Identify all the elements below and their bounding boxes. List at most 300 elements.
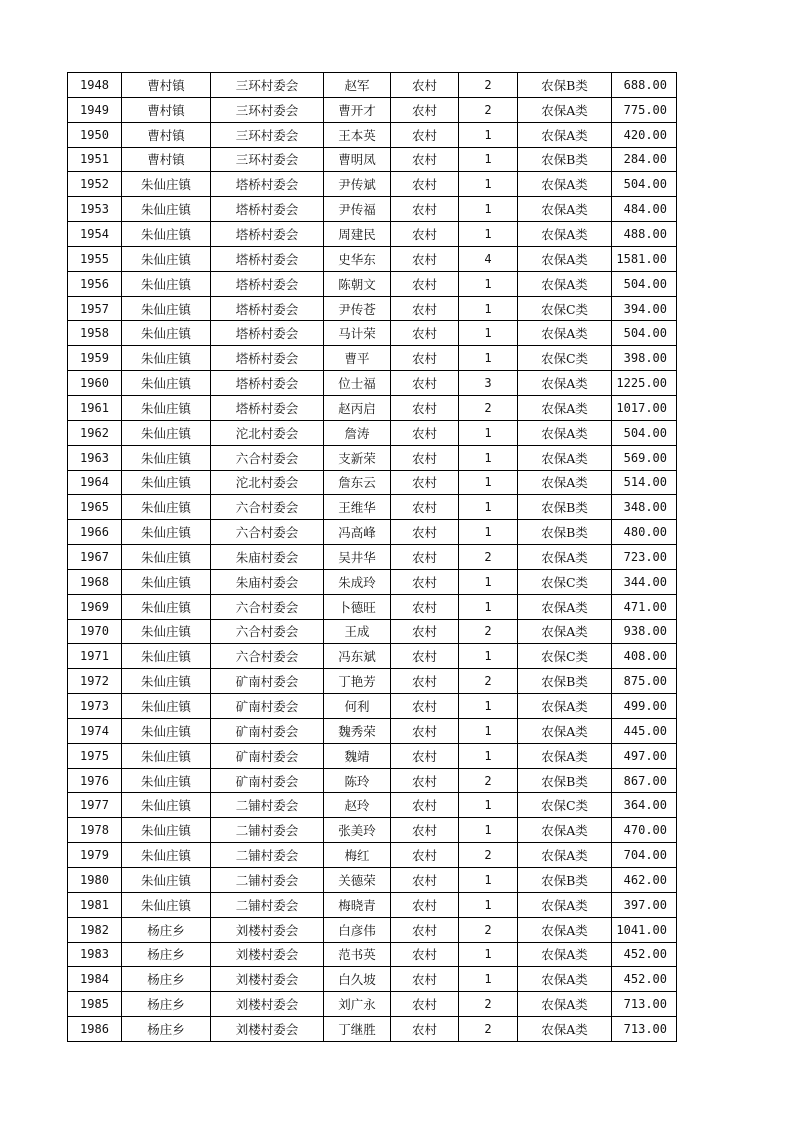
insurance-category-cell: 农保A类 <box>518 818 612 843</box>
person-name-cell: 尹传苍 <box>324 296 391 321</box>
table-row <box>68 743 677 768</box>
town-cell: 朱仙庄镇 <box>122 545 211 570</box>
amount-cell: 471.00 <box>612 594 677 619</box>
town-cell: 朱仙庄镇 <box>122 321 211 346</box>
row-number-cell: 1949 <box>68 97 122 122</box>
table-row <box>68 73 677 98</box>
row-number-cell: 1957 <box>68 296 122 321</box>
family-size-cell: 3 <box>459 371 518 396</box>
family-size-cell: 1 <box>459 122 518 147</box>
table-row <box>68 1017 677 1042</box>
town-cell: 曹村镇 <box>122 122 211 147</box>
town-cell: 朱仙庄镇 <box>122 743 211 768</box>
table-row <box>68 868 677 893</box>
family-size-cell: 2 <box>459 545 518 570</box>
town-cell: 朱仙庄镇 <box>122 843 211 868</box>
town-cell: 朱仙庄镇 <box>122 669 211 694</box>
village-committee-cell: 矿南村委会 <box>211 694 324 719</box>
insurance-category-cell: 农保A类 <box>518 718 612 743</box>
village-committee-cell: 二铺村委会 <box>211 818 324 843</box>
amount-cell: 1041.00 <box>612 917 677 942</box>
insurance-category-cell: 农保A类 <box>518 321 612 346</box>
family-size-cell: 1 <box>459 197 518 222</box>
household-type-cell: 农村 <box>391 718 459 743</box>
amount-cell: 408.00 <box>612 644 677 669</box>
village-committee-cell: 塔桥村委会 <box>211 346 324 371</box>
town-cell: 杨庄乡 <box>122 967 211 992</box>
town-cell: 朱仙庄镇 <box>122 694 211 719</box>
village-committee-cell: 塔桥村委会 <box>211 321 324 346</box>
insurance-category-cell: 农保A类 <box>518 371 612 396</box>
household-type-cell: 农村 <box>391 594 459 619</box>
person-name-cell: 梅红 <box>324 843 391 868</box>
town-cell: 朱仙庄镇 <box>122 495 211 520</box>
village-committee-cell: 沱北村委会 <box>211 470 324 495</box>
household-type-cell: 农村 <box>391 868 459 893</box>
household-type-cell: 农村 <box>391 669 459 694</box>
table-row <box>68 296 677 321</box>
insurance-category-cell: 农保C类 <box>518 346 612 371</box>
person-name-cell: 曹明凤 <box>324 147 391 172</box>
row-number-cell: 1950 <box>68 122 122 147</box>
amount-cell: 480.00 <box>612 520 677 545</box>
person-name-cell: 王成 <box>324 619 391 644</box>
row-number-cell: 1982 <box>68 917 122 942</box>
village-committee-cell: 塔桥村委会 <box>211 296 324 321</box>
household-type-cell: 农村 <box>391 793 459 818</box>
amount-cell: 504.00 <box>612 271 677 296</box>
village-committee-cell: 刘楼村委会 <box>211 917 324 942</box>
person-name-cell: 位士福 <box>324 371 391 396</box>
table-row <box>68 321 677 346</box>
household-type-cell: 农村 <box>391 967 459 992</box>
family-size-cell: 1 <box>459 222 518 247</box>
insurance-category-cell: 农保A类 <box>518 694 612 719</box>
household-type-cell: 农村 <box>391 147 459 172</box>
person-name-cell: 朱成玲 <box>324 569 391 594</box>
table-row <box>68 371 677 396</box>
family-size-cell: 1 <box>459 694 518 719</box>
family-size-cell: 1 <box>459 321 518 346</box>
amount-cell: 688.00 <box>612 73 677 98</box>
row-number-cell: 1970 <box>68 619 122 644</box>
village-committee-cell: 朱庙村委会 <box>211 569 324 594</box>
person-name-cell: 丁继胜 <box>324 1017 391 1042</box>
table-row <box>68 271 677 296</box>
village-committee-cell: 刘楼村委会 <box>211 967 324 992</box>
household-type-cell: 农村 <box>391 197 459 222</box>
row-number-cell: 1976 <box>68 768 122 793</box>
village-committee-cell: 二铺村委会 <box>211 868 324 893</box>
table-row <box>68 147 677 172</box>
town-cell: 朱仙庄镇 <box>122 246 211 271</box>
row-number-cell: 1963 <box>68 445 122 470</box>
family-size-cell: 2 <box>459 1017 518 1042</box>
insurance-category-cell: 农保A类 <box>518 619 612 644</box>
town-cell: 朱仙庄镇 <box>122 718 211 743</box>
village-committee-cell: 矿南村委会 <box>211 743 324 768</box>
table-body <box>68 73 677 1042</box>
table-row <box>68 669 677 694</box>
family-size-cell: 1 <box>459 172 518 197</box>
family-size-cell: 1 <box>459 818 518 843</box>
family-size-cell: 2 <box>459 669 518 694</box>
row-number-cell: 1962 <box>68 420 122 445</box>
table-row <box>68 246 677 271</box>
household-type-cell: 农村 <box>391 420 459 445</box>
amount-cell: 398.00 <box>612 346 677 371</box>
town-cell: 朱仙庄镇 <box>122 222 211 247</box>
village-committee-cell: 矿南村委会 <box>211 669 324 694</box>
person-name-cell: 范书英 <box>324 942 391 967</box>
village-committee-cell: 塔桥村委会 <box>211 172 324 197</box>
table-row <box>68 594 677 619</box>
household-type-cell: 农村 <box>391 843 459 868</box>
town-cell: 朱仙庄镇 <box>122 271 211 296</box>
town-cell: 朱仙庄镇 <box>122 172 211 197</box>
insurance-category-cell: 农保B类 <box>518 669 612 694</box>
amount-cell: 499.00 <box>612 694 677 719</box>
household-type-cell: 农村 <box>391 296 459 321</box>
row-number-cell: 1981 <box>68 892 122 917</box>
village-committee-cell: 三环村委会 <box>211 97 324 122</box>
town-cell: 杨庄乡 <box>122 942 211 967</box>
family-size-cell: 1 <box>459 147 518 172</box>
family-size-cell: 1 <box>459 346 518 371</box>
amount-cell: 504.00 <box>612 172 677 197</box>
household-type-cell: 农村 <box>391 371 459 396</box>
village-committee-cell: 二铺村委会 <box>211 843 324 868</box>
family-size-cell: 4 <box>459 246 518 271</box>
amount-cell: 344.00 <box>612 569 677 594</box>
table-row <box>68 967 677 992</box>
family-size-cell: 2 <box>459 917 518 942</box>
insurance-category-cell: 农保B类 <box>518 73 612 98</box>
amount-cell: 470.00 <box>612 818 677 843</box>
town-cell: 朱仙庄镇 <box>122 818 211 843</box>
row-number-cell: 1954 <box>68 222 122 247</box>
amount-cell: 484.00 <box>612 197 677 222</box>
village-committee-cell: 沱北村委会 <box>211 420 324 445</box>
person-name-cell: 梅晓青 <box>324 892 391 917</box>
table-row <box>68 619 677 644</box>
family-size-cell: 1 <box>459 793 518 818</box>
town-cell: 朱仙庄镇 <box>122 296 211 321</box>
amount-cell: 514.00 <box>612 470 677 495</box>
insurance-category-cell: 农保A类 <box>518 1017 612 1042</box>
family-size-cell: 2 <box>459 768 518 793</box>
town-cell: 朱仙庄镇 <box>122 346 211 371</box>
amount-cell: 713.00 <box>612 992 677 1017</box>
amount-cell: 775.00 <box>612 97 677 122</box>
town-cell: 杨庄乡 <box>122 992 211 1017</box>
table-row <box>68 644 677 669</box>
amount-cell: 452.00 <box>612 942 677 967</box>
household-type-cell: 农村 <box>391 495 459 520</box>
table-row <box>68 892 677 917</box>
person-name-cell: 詹东云 <box>324 470 391 495</box>
insurance-category-cell: 农保B类 <box>518 520 612 545</box>
insurance-category-cell: 农保A类 <box>518 197 612 222</box>
insurance-category-cell: 农保A类 <box>518 271 612 296</box>
household-type-cell: 农村 <box>391 395 459 420</box>
person-name-cell: 魏靖 <box>324 743 391 768</box>
person-name-cell: 丁艳芳 <box>324 669 391 694</box>
table-row <box>68 495 677 520</box>
table-row <box>68 122 677 147</box>
family-size-cell: 1 <box>459 569 518 594</box>
family-size-cell: 2 <box>459 97 518 122</box>
town-cell: 朱仙庄镇 <box>122 644 211 669</box>
town-cell: 朱仙庄镇 <box>122 197 211 222</box>
household-type-cell: 农村 <box>391 73 459 98</box>
table-row <box>68 222 677 247</box>
village-committee-cell: 朱庙村委会 <box>211 545 324 570</box>
table-row <box>68 917 677 942</box>
insurance-category-cell: 农保B类 <box>518 495 612 520</box>
amount-cell: 394.00 <box>612 296 677 321</box>
family-size-cell: 1 <box>459 743 518 768</box>
town-cell: 朱仙庄镇 <box>122 520 211 545</box>
person-name-cell: 王本英 <box>324 122 391 147</box>
person-name-cell: 曹开才 <box>324 97 391 122</box>
table-row <box>68 346 677 371</box>
table-row <box>68 97 677 122</box>
person-name-cell: 冯东斌 <box>324 644 391 669</box>
town-cell: 朱仙庄镇 <box>122 868 211 893</box>
amount-cell: 462.00 <box>612 868 677 893</box>
insurance-category-cell: 农保B类 <box>518 147 612 172</box>
household-type-cell: 农村 <box>391 271 459 296</box>
table-row <box>68 569 677 594</box>
amount-cell: 348.00 <box>612 495 677 520</box>
family-size-cell: 1 <box>459 892 518 917</box>
table-row <box>68 992 677 1017</box>
town-cell: 曹村镇 <box>122 97 211 122</box>
family-size-cell: 2 <box>459 73 518 98</box>
town-cell: 曹村镇 <box>122 73 211 98</box>
village-committee-cell: 六合村委会 <box>211 619 324 644</box>
table-row <box>68 197 677 222</box>
insurance-category-cell: 农保A类 <box>518 420 612 445</box>
row-number-cell: 1955 <box>68 246 122 271</box>
amount-cell: 420.00 <box>612 122 677 147</box>
insurance-category-cell: 农保A类 <box>518 743 612 768</box>
insurance-category-cell: 农保A类 <box>518 172 612 197</box>
village-committee-cell: 矿南村委会 <box>211 768 324 793</box>
row-number-cell: 1977 <box>68 793 122 818</box>
amount-cell: 1225.00 <box>612 371 677 396</box>
person-name-cell: 曹平 <box>324 346 391 371</box>
row-number-cell: 1986 <box>68 1017 122 1042</box>
person-name-cell: 詹涛 <box>324 420 391 445</box>
village-committee-cell: 塔桥村委会 <box>211 246 324 271</box>
row-number-cell: 1961 <box>68 395 122 420</box>
household-type-cell: 农村 <box>391 619 459 644</box>
insurance-category-cell: 农保C类 <box>518 793 612 818</box>
village-committee-cell: 二铺村委会 <box>211 793 324 818</box>
household-type-cell: 农村 <box>391 644 459 669</box>
amount-cell: 504.00 <box>612 420 677 445</box>
amount-cell: 497.00 <box>612 743 677 768</box>
insurance-category-cell: 农保A类 <box>518 992 612 1017</box>
household-type-cell: 农村 <box>391 892 459 917</box>
town-cell: 朱仙庄镇 <box>122 470 211 495</box>
household-type-cell: 农村 <box>391 321 459 346</box>
person-name-cell: 陈朝文 <box>324 271 391 296</box>
insurance-category-cell: 农保B类 <box>518 768 612 793</box>
amount-cell: 445.00 <box>612 718 677 743</box>
insurance-category-cell: 农保C类 <box>518 644 612 669</box>
table-row <box>68 768 677 793</box>
village-committee-cell: 六合村委会 <box>211 520 324 545</box>
village-committee-cell: 二铺村委会 <box>211 892 324 917</box>
town-cell: 曹村镇 <box>122 147 211 172</box>
village-committee-cell: 塔桥村委会 <box>211 371 324 396</box>
row-number-cell: 1960 <box>68 371 122 396</box>
village-committee-cell: 六合村委会 <box>211 495 324 520</box>
row-number-cell: 1971 <box>68 644 122 669</box>
table-row <box>68 445 677 470</box>
town-cell: 朱仙庄镇 <box>122 619 211 644</box>
village-committee-cell: 六合村委会 <box>211 644 324 669</box>
household-type-cell: 农村 <box>391 172 459 197</box>
insurance-category-cell: 农保A类 <box>518 470 612 495</box>
village-committee-cell: 六合村委会 <box>211 594 324 619</box>
row-number-cell: 1965 <box>68 495 122 520</box>
family-size-cell: 1 <box>459 470 518 495</box>
row-number-cell: 1959 <box>68 346 122 371</box>
household-type-cell: 农村 <box>391 470 459 495</box>
insurance-category-cell: 农保A类 <box>518 967 612 992</box>
table-row <box>68 172 677 197</box>
village-committee-cell: 塔桥村委会 <box>211 197 324 222</box>
person-name-cell: 白久坡 <box>324 967 391 992</box>
row-number-cell: 1953 <box>68 197 122 222</box>
town-cell: 朱仙庄镇 <box>122 420 211 445</box>
amount-cell: 488.00 <box>612 222 677 247</box>
insurance-category-cell: 农保C类 <box>518 569 612 594</box>
family-size-cell: 1 <box>459 942 518 967</box>
household-type-cell: 农村 <box>391 743 459 768</box>
row-number-cell: 1978 <box>68 818 122 843</box>
table-row <box>68 470 677 495</box>
town-cell: 杨庄乡 <box>122 1017 211 1042</box>
amount-cell: 867.00 <box>612 768 677 793</box>
town-cell: 朱仙庄镇 <box>122 892 211 917</box>
insurance-category-cell: 农保C类 <box>518 296 612 321</box>
table-row <box>68 395 677 420</box>
household-type-cell: 农村 <box>391 545 459 570</box>
table-row <box>68 843 677 868</box>
amount-cell: 875.00 <box>612 669 677 694</box>
household-type-cell: 农村 <box>391 222 459 247</box>
town-cell: 朱仙庄镇 <box>122 445 211 470</box>
row-number-cell: 1983 <box>68 942 122 967</box>
row-number-cell: 1951 <box>68 147 122 172</box>
household-type-cell: 农村 <box>391 97 459 122</box>
row-number-cell: 1985 <box>68 992 122 1017</box>
data-table <box>67 72 677 1042</box>
village-committee-cell: 矿南村委会 <box>211 718 324 743</box>
family-size-cell: 1 <box>459 594 518 619</box>
person-name-cell: 卜德旺 <box>324 594 391 619</box>
row-number-cell: 1979 <box>68 843 122 868</box>
person-name-cell: 尹传斌 <box>324 172 391 197</box>
amount-cell: 1581.00 <box>612 246 677 271</box>
town-cell: 朱仙庄镇 <box>122 793 211 818</box>
amount-cell: 723.00 <box>612 545 677 570</box>
family-size-cell: 1 <box>459 868 518 893</box>
person-name-cell: 刘广永 <box>324 992 391 1017</box>
insurance-category-cell: 农保B类 <box>518 868 612 893</box>
row-number-cell: 1969 <box>68 594 122 619</box>
row-number-cell: 1958 <box>68 321 122 346</box>
family-size-cell: 1 <box>459 445 518 470</box>
town-cell: 朱仙庄镇 <box>122 371 211 396</box>
person-name-cell: 陈玲 <box>324 768 391 793</box>
insurance-category-cell: 农保A类 <box>518 222 612 247</box>
row-number-cell: 1948 <box>68 73 122 98</box>
family-size-cell: 2 <box>459 619 518 644</box>
household-type-cell: 农村 <box>391 818 459 843</box>
family-size-cell: 1 <box>459 495 518 520</box>
amount-cell: 284.00 <box>612 147 677 172</box>
village-committee-cell: 刘楼村委会 <box>211 1017 324 1042</box>
family-size-cell: 1 <box>459 967 518 992</box>
household-type-cell: 农村 <box>391 346 459 371</box>
insurance-category-cell: 农保A类 <box>518 942 612 967</box>
amount-cell: 713.00 <box>612 1017 677 1042</box>
amount-cell: 504.00 <box>612 321 677 346</box>
town-cell: 朱仙庄镇 <box>122 594 211 619</box>
family-size-cell: 1 <box>459 420 518 445</box>
person-name-cell: 赵玲 <box>324 793 391 818</box>
family-size-cell: 1 <box>459 296 518 321</box>
person-name-cell: 王维华 <box>324 495 391 520</box>
household-type-cell: 农村 <box>391 122 459 147</box>
person-name-cell: 赵丙启 <box>324 395 391 420</box>
table-row <box>68 793 677 818</box>
person-name-cell: 关德荣 <box>324 868 391 893</box>
village-committee-cell: 三环村委会 <box>211 122 324 147</box>
village-committee-cell: 三环村委会 <box>211 147 324 172</box>
insurance-category-cell: 农保A类 <box>518 246 612 271</box>
person-name-cell: 马计荣 <box>324 321 391 346</box>
insurance-category-cell: 农保A类 <box>518 545 612 570</box>
household-type-cell: 农村 <box>391 992 459 1017</box>
insurance-category-cell: 农保A类 <box>518 843 612 868</box>
person-name-cell: 赵军 <box>324 73 391 98</box>
insurance-category-cell: 农保A类 <box>518 892 612 917</box>
amount-cell: 938.00 <box>612 619 677 644</box>
table-row <box>68 420 677 445</box>
town-cell: 杨庄乡 <box>122 917 211 942</box>
household-type-cell: 农村 <box>391 569 459 594</box>
family-size-cell: 1 <box>459 644 518 669</box>
row-number-cell: 1974 <box>68 718 122 743</box>
town-cell: 朱仙庄镇 <box>122 569 211 594</box>
insurance-category-cell: 农保A类 <box>518 97 612 122</box>
table-row <box>68 545 677 570</box>
town-cell: 朱仙庄镇 <box>122 395 211 420</box>
household-type-cell: 农村 <box>391 1017 459 1042</box>
table-row <box>68 718 677 743</box>
person-name-cell: 史华东 <box>324 246 391 271</box>
person-name-cell: 何利 <box>324 694 391 719</box>
table-row <box>68 818 677 843</box>
person-name-cell: 吴井华 <box>324 545 391 570</box>
